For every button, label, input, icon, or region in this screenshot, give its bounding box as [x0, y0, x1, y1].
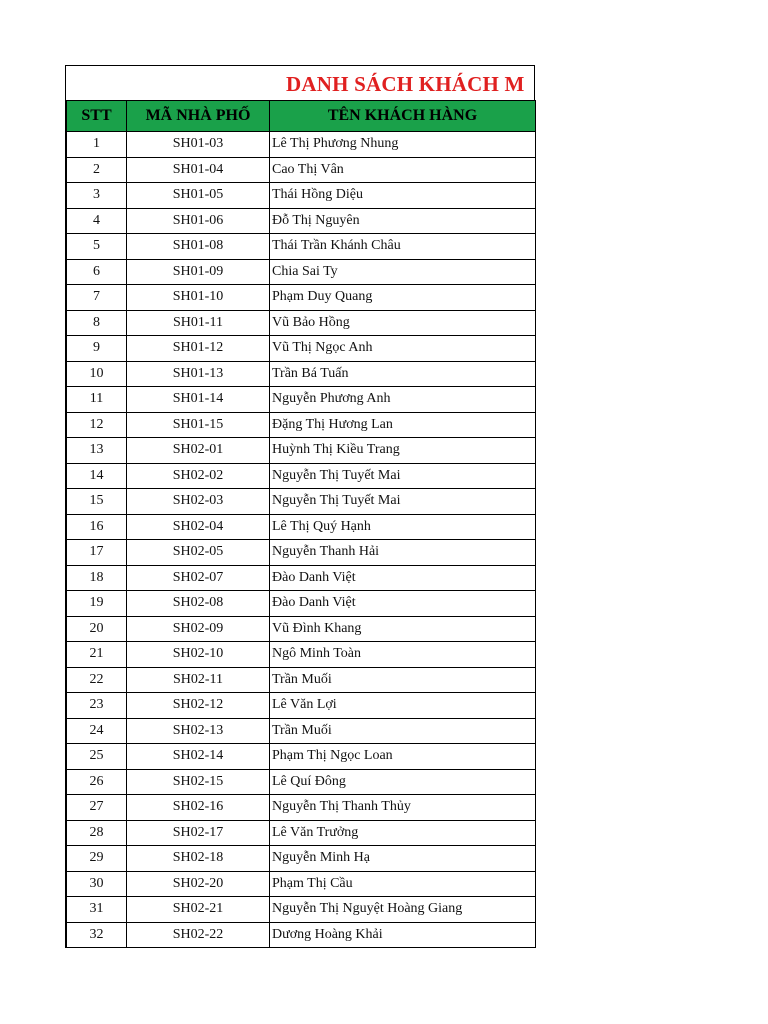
customer-name-cell: Thái Hồng Diệu: [270, 183, 536, 209]
customer-name-cell: Nguyễn Thị Nguyệt Hoàng Giang: [270, 897, 536, 923]
stt-cell: 10: [67, 361, 127, 387]
customer-name-cell: Nguyễn Minh Hạ: [270, 846, 536, 872]
table-row: [67, 336, 536, 362]
house-code-cell: SH02-12: [127, 693, 270, 719]
table-row: [67, 157, 536, 183]
table-row: [67, 285, 536, 311]
stt-cell: 20: [67, 616, 127, 642]
stt-cell: 12: [67, 412, 127, 438]
house-code-cell: SH02-16: [127, 795, 270, 821]
house-code-cell: SH01-06: [127, 208, 270, 234]
house-code-cell: SH02-17: [127, 820, 270, 846]
stt-cell: 11: [67, 387, 127, 413]
stt-cell: 2: [67, 157, 127, 183]
header-house-code: MÃ NHÀ PHỐ: [127, 101, 270, 132]
table-row: [67, 387, 536, 413]
stt-cell: 32: [67, 922, 127, 948]
table-row: [67, 667, 536, 693]
house-code-cell: SH02-02: [127, 463, 270, 489]
house-code-cell: SH01-10: [127, 285, 270, 311]
stt-cell: 21: [67, 642, 127, 668]
house-code-cell: SH01-14: [127, 387, 270, 413]
table-row: [67, 846, 536, 872]
stt-cell: 17: [67, 540, 127, 566]
house-code-cell: SH02-11: [127, 667, 270, 693]
stt-cell: 13: [67, 438, 127, 464]
house-code-cell: SH02-03: [127, 489, 270, 515]
stt-cell: 23: [67, 693, 127, 719]
table-row: [67, 616, 536, 642]
customer-list-sheet: [65, 65, 535, 948]
customer-name-cell: Vũ Bảo Hồng: [270, 310, 536, 336]
table-row: [67, 183, 536, 209]
stt-cell: 3: [67, 183, 127, 209]
house-code-cell: SH02-15: [127, 769, 270, 795]
customer-name-cell: Đỗ Thị Nguyên: [270, 208, 536, 234]
customer-name-cell: Đào Danh Việt: [270, 591, 536, 617]
stt-cell: 8: [67, 310, 127, 336]
table-row: [67, 871, 536, 897]
table-body: [67, 132, 536, 948]
table-row: [67, 310, 536, 336]
stt-cell: 4: [67, 208, 127, 234]
customer-table: [66, 100, 536, 948]
house-code-cell: SH02-13: [127, 718, 270, 744]
table-row: [67, 412, 536, 438]
house-code-cell: SH02-21: [127, 897, 270, 923]
customer-name-cell: Lê Văn Trưởng: [270, 820, 536, 846]
customer-name-cell: Dương Hoàng Khải: [270, 922, 536, 948]
house-code-cell: SH01-05: [127, 183, 270, 209]
house-code-cell: SH02-10: [127, 642, 270, 668]
stt-cell: 25: [67, 744, 127, 770]
stt-cell: 26: [67, 769, 127, 795]
table-row: [67, 820, 536, 846]
stt-cell: 5: [67, 234, 127, 260]
customer-name-cell: Nguyễn Phương Anh: [270, 387, 536, 413]
house-code-cell: SH02-01: [127, 438, 270, 464]
customer-name-cell: Đào Danh Việt: [270, 565, 536, 591]
house-code-cell: SH01-15: [127, 412, 270, 438]
table-row: [67, 259, 536, 285]
customer-name-cell: Nguyễn Thanh Hải: [270, 540, 536, 566]
header-stt: STT: [67, 101, 127, 132]
customer-name-cell: Trần Muối: [270, 667, 536, 693]
stt-cell: 27: [67, 795, 127, 821]
stt-cell: 15: [67, 489, 127, 515]
customer-name-cell: Phạm Duy Quang: [270, 285, 536, 311]
stt-cell: 30: [67, 871, 127, 897]
house-code-cell: SH01-11: [127, 310, 270, 336]
house-code-cell: SH01-04: [127, 157, 270, 183]
table-row: [67, 769, 536, 795]
table-row: [67, 540, 536, 566]
table-row: [67, 208, 536, 234]
table-row: [67, 922, 536, 948]
house-code-cell: SH01-08: [127, 234, 270, 260]
house-code-cell: SH02-14: [127, 744, 270, 770]
table-row: [67, 565, 536, 591]
table-row: [67, 795, 536, 821]
customer-name-cell: Nguyễn Thị Tuyết Mai: [270, 463, 536, 489]
stt-cell: 19: [67, 591, 127, 617]
customer-name-cell: Nguyễn Thị Thanh Thủy: [270, 795, 536, 821]
table-row: [67, 591, 536, 617]
table-row: [67, 463, 536, 489]
stt-cell: 31: [67, 897, 127, 923]
house-code-cell: SH02-18: [127, 846, 270, 872]
house-code-cell: SH01-09: [127, 259, 270, 285]
stt-cell: 29: [67, 846, 127, 872]
customer-name-cell: Lê Văn Lợi: [270, 693, 536, 719]
customer-name-cell: Chia Sai Ty: [270, 259, 536, 285]
stt-cell: 1: [67, 132, 127, 158]
customer-name-cell: Ngô Minh Toàn: [270, 642, 536, 668]
customer-name-cell: Lê Quí Đông: [270, 769, 536, 795]
house-code-cell: SH01-12: [127, 336, 270, 362]
table-row: [67, 514, 536, 540]
table-row: [67, 489, 536, 515]
house-code-cell: SH02-20: [127, 871, 270, 897]
house-code-cell: SH02-04: [127, 514, 270, 540]
table-row: [67, 693, 536, 719]
table-row: [67, 897, 536, 923]
customer-name-cell: Vũ Thị Ngọc Anh: [270, 336, 536, 362]
stt-cell: 16: [67, 514, 127, 540]
stt-cell: 24: [67, 718, 127, 744]
stt-cell: 18: [67, 565, 127, 591]
table-row: [67, 361, 536, 387]
table-row: [67, 132, 536, 158]
house-code-cell: SH02-09: [127, 616, 270, 642]
customer-name-cell: Cao Thị Vân: [270, 157, 536, 183]
table-row: [67, 744, 536, 770]
customer-name-cell: Trần Bá Tuấn: [270, 361, 536, 387]
stt-cell: 22: [67, 667, 127, 693]
sheet-title: DANH SÁCH KHÁCH M: [286, 72, 525, 96]
customer-name-cell: Phạm Thị Ngọc Loan: [270, 744, 536, 770]
table-row: [67, 718, 536, 744]
stt-cell: 7: [67, 285, 127, 311]
table-row: [67, 642, 536, 668]
stt-cell: 6: [67, 259, 127, 285]
customer-name-cell: Vũ Đình Khang: [270, 616, 536, 642]
customer-name-cell: Phạm Thị Cầu: [270, 871, 536, 897]
customer-name-cell: Thái Trần Khánh Châu: [270, 234, 536, 260]
header-customer-name: TÊN KHÁCH HÀNG: [270, 101, 536, 132]
house-code-cell: SH02-22: [127, 922, 270, 948]
title-row: [66, 66, 535, 100]
stt-cell: 28: [67, 820, 127, 846]
house-code-cell: SH01-03: [127, 132, 270, 158]
house-code-cell: SH02-05: [127, 540, 270, 566]
table-row: [67, 234, 536, 260]
customer-name-cell: Lê Thị Phương Nhung: [270, 132, 536, 158]
house-code-cell: SH02-07: [127, 565, 270, 591]
stt-cell: 9: [67, 336, 127, 362]
customer-name-cell: Đặng Thị Hương Lan: [270, 412, 536, 438]
customer-name-cell: Trần Muối: [270, 718, 536, 744]
customer-name-cell: Huỳnh Thị Kiều Trang: [270, 438, 536, 464]
stt-cell: 14: [67, 463, 127, 489]
customer-name-cell: Lê Thị Quý Hạnh: [270, 514, 536, 540]
table-row: [67, 438, 536, 464]
customer-name-cell: Nguyễn Thị Tuyết Mai: [270, 489, 536, 515]
house-code-cell: SH02-08: [127, 591, 270, 617]
header-row: [67, 101, 536, 132]
house-code-cell: SH01-13: [127, 361, 270, 387]
